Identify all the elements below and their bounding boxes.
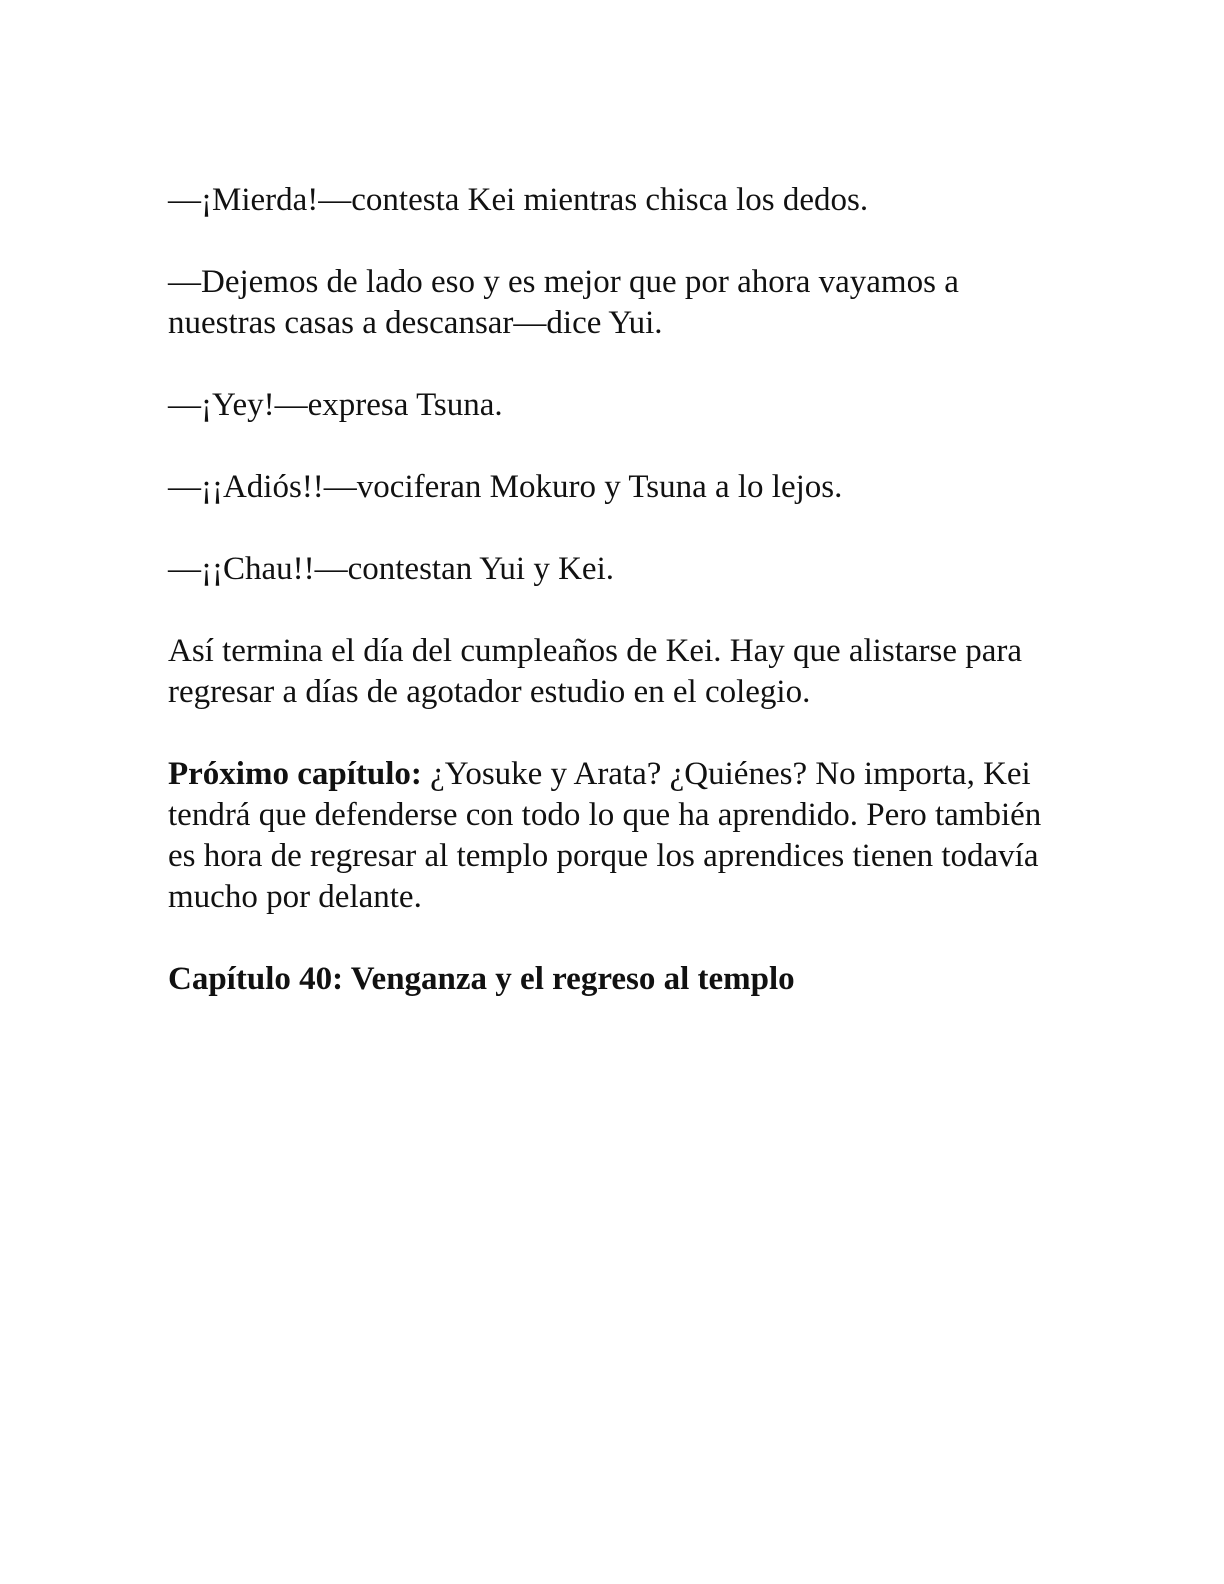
paragraph-5: —¡¡Chau!!—contestan Yui y Kei. — [168, 551, 614, 587]
chapter-heading: Capítulo 40: Venganza y el regreso al templo — [168, 961, 795, 997]
paragraph-3: —¡Yey!—expresa Tsuna. — [168, 387, 503, 423]
next-chapter-label: Próximo capítulo: — [168, 756, 422, 792]
paragraph-1: —¡Mierda!—contesta Kei mientras chisca los dedos. — [168, 182, 869, 218]
paragraph-2: —Dejemos de lado eso y es mejor que por ahora vayamos a nuestras casas a descansar—dice Yui. — [168, 264, 959, 341]
next-chapter-paragraph — [168, 754, 1048, 918]
paragraph-4: —¡¡Adiós!!—vociferan Mokuro y Tsuna a lo lejos. — [168, 469, 843, 505]
document-page — [168, 180, 1048, 1000]
paragraph-6: Así termina el día del cumpleaños de Kei. Hay que alistarse para regresar a días de agotador estudio en el colegio. — [168, 633, 1023, 710]
next-chapter-text: ¿Yosuke y Arata? ¿Quiénes? No importa, Kei tendrá que defenderse con todo lo que ha aprendido. Pero también es hora de regresar al templo porque los aprendices tienen todavía mucho por delante. — [168, 756, 1042, 915]
